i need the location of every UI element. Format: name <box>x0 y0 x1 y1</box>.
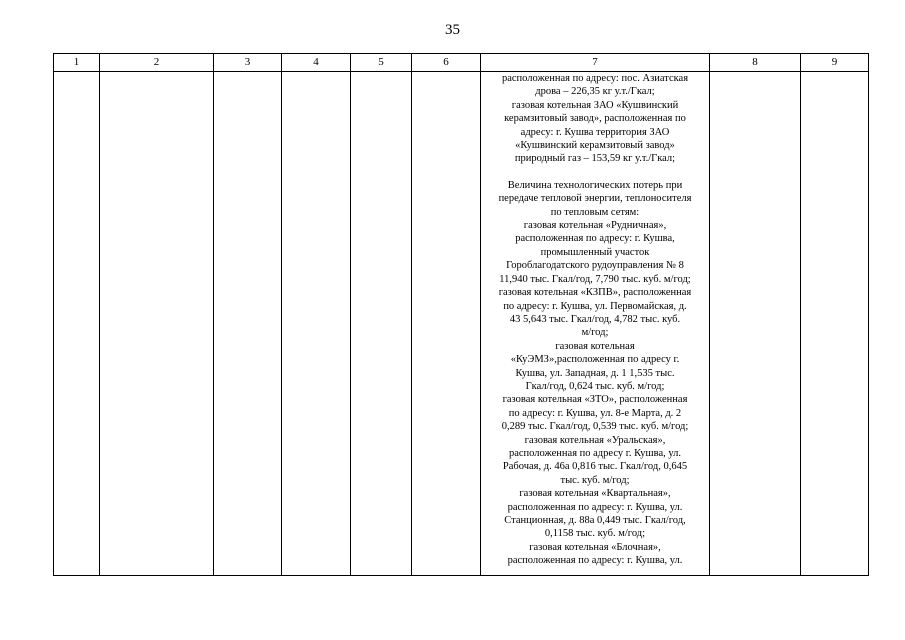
cell-col-6 <box>412 72 481 576</box>
heat-loss-text: Величина технологических потерь при передаче тепловой энергии, теплоносителя по тепловым сетям: газовая котельная «Рудничная», расположенная по адресу: г. Кушва, промышленный участок Гороблагодатского рудоуправления № 8 11,940 тыс. Гкал/год, 7,790 тыс. куб. м/год; газовая котельная «КЗПВ», расположенная по адресу: г. Кушва, ул. Первомайская, д. 43 5,643 тыс. Гкал/год, 4,782 тыс. куб. м/год; газовая котельная «КуЭМЗ»,расположенная по адресу г. Кушва, ул. Западная, д. 1 1,535 тыс. Гкал/год, 0,624 тыс. куб. м/год; газовая котельная «ЗТО», расположенная по адресу: г. Кушва, ул. 8-е Марта, д. 2 0,289 тыс. Гкал/год, 0,539 тыс. куб. м/год; газовая котельная «Уральская», расположенная по адресу г. Кушва, ул. Рабочая, д. 46а 0,816 тыс. Гкал/год, 0,645 тыс. куб. м/год; газовая котельная «Квартальная», расположенная по адресу: г. Кушва, ул. Станционная, д. 88а 0,449 тыс. Гкал/год, 0,1158 тыс. куб. м/год; газовая котельная «Блочная», расположенная по адресу: г. Кушва, ул. <box>498 179 692 567</box>
data-table <box>53 53 869 576</box>
cell-col-5 <box>351 72 412 576</box>
cell-col-9 <box>801 72 869 576</box>
cell-col-8 <box>710 72 801 576</box>
page-number: 35 <box>445 22 460 38</box>
cell-col-7 <box>481 72 710 576</box>
paragraph-spacer <box>481 166 709 179</box>
header-row <box>54 54 869 72</box>
cell-col-1 <box>54 72 100 576</box>
column-header-8: 8 <box>710 54 801 72</box>
cell-col-4 <box>282 72 351 576</box>
column-header-5: 5 <box>351 54 412 72</box>
column-header-7: 7 <box>481 54 710 72</box>
column-header-4: 4 <box>282 54 351 72</box>
column-header-3: 3 <box>214 54 282 72</box>
column-header-1: 1 <box>54 54 100 72</box>
column-header-6: 6 <box>412 54 481 72</box>
column-header-9: 9 <box>801 54 869 72</box>
cell-col-2 <box>100 72 214 576</box>
boiler-fuel-consumption-text: расположенная по адресу: пос. Азиатская дрова – 226,35 кг у.т./Гкал; газовая котельная ЗАО «Кушвинский керамзитовый завод», расположенная по адресу: г. Кушва территория ЗАО «Кушвинский керамзитовый завод» природный газ – 153,59 кг у.т./Гкал; <box>501 73 689 165</box>
cell-col-3 <box>214 72 282 576</box>
table-row <box>54 72 869 576</box>
column-header-2: 2 <box>100 54 214 72</box>
